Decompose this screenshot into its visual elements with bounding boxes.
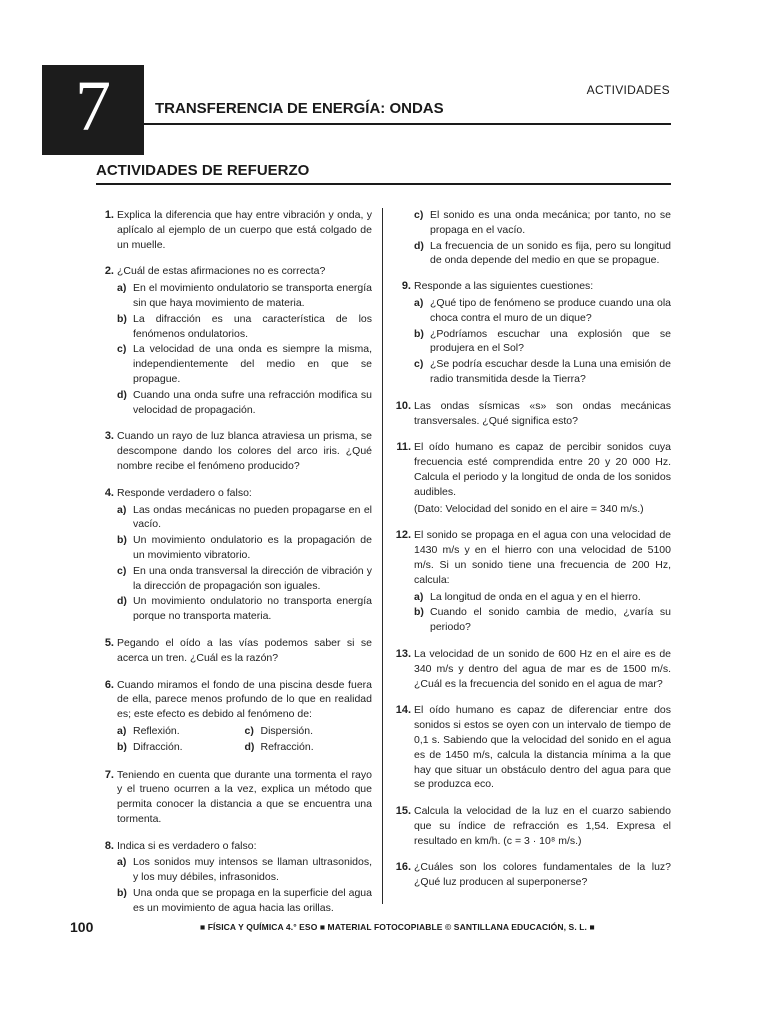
question-number: 15. <box>395 805 411 818</box>
question-10 <box>393 399 671 429</box>
question-text: ¿Cuál de estas afirmaciones no es correcta? <box>117 265 326 278</box>
option-list <box>117 281 372 417</box>
question-text: Las ondas sísmicas «s» son ondas mecánicas transversales. ¿Qué significa esto? <box>414 399 671 427</box>
question-11 <box>393 440 671 516</box>
title-rule <box>144 123 671 125</box>
right-column <box>393 208 671 902</box>
section-label: ACTIVIDADES <box>586 83 670 97</box>
question-14 <box>393 703 671 792</box>
question-number: 1. <box>104 209 114 221</box>
question-text: El oído humano es capaz de diferenciar entre dos sonidos si estos se oyen con un intervalo de tiempo de 0,1 s. Sabiendo que la velocidad del sonido en el agua es de 1450 m/s, calcula la distancia mínima a la que hay que situar un obstáculo dentro del agua para que se produzca eco. <box>414 704 671 791</box>
option-a: a) En el movimiento ondulatorio se transporta energía sin que haya movimiento de materia. <box>117 282 372 309</box>
question-text: El oído humano es capaz de percibir sonidos cuya frecuencia esté comprendida entre 20 y 20 000 Hz. Calcula el periodo y la longitud de onda de los sonidos audibles. <box>414 441 671 498</box>
question-text: Teniendo en cuenta que durante una tormenta el rayo y el trueno ocurren a la vez, explica un método que permita conocer la distancia a que se encuentra una tormenta. <box>117 768 372 825</box>
option-list <box>117 503 372 624</box>
question-number: 13. <box>395 647 411 660</box>
question-number: 7. <box>104 768 114 781</box>
option-c: c) La velocidad de una onda es siempre la misma, independientemente del medio en que se propague. <box>117 343 372 385</box>
question-text: Responde verdadero o falso: <box>117 486 252 499</box>
question-number: 4. <box>104 486 114 499</box>
question-6 <box>96 678 372 756</box>
question-number: 3. <box>104 430 114 443</box>
question-3 <box>96 429 372 473</box>
option-c: c) ¿Se podría escuchar desde la Luna una emisión de radio transmitida desde la Tierra? <box>414 358 671 385</box>
question-number: 6. <box>104 678 114 691</box>
question-12 <box>393 528 671 635</box>
question-number: 11. <box>396 441 411 454</box>
question-text: Explica la diferencia que hay entre vibración y onda, y aplícalo al ejemplo de un cuerpo que está colgado de un muelle. <box>117 209 372 251</box>
left-column <box>96 208 372 928</box>
chapter-number: 7 <box>75 66 111 146</box>
question-number: 12. <box>395 529 411 542</box>
question-8-continued <box>393 208 671 268</box>
column-divider <box>382 208 383 904</box>
question-text: Cuando un rayo de luz blanca atraviesa un prisma, se descompone dando los colores del arco iris. ¿Qué nombre recibe el fenómeno producido? <box>117 430 372 472</box>
option-b: b) ¿Podríamos escuchar una explosión que se produjera en el Sol? <box>414 327 671 355</box>
chapter-title: TRANSFERENCIA DE ENERGÍA: ONDAS <box>155 100 444 117</box>
question-1 <box>96 208 372 252</box>
subsection-rule <box>96 183 671 185</box>
question-text: Pegando el oído a las vías podemos saber si se acerca un tren. ¿Cuál es la razón? <box>117 636 372 664</box>
question-5 <box>96 636 372 666</box>
option-a: a) Las ondas mecánicas no pueden propagarse en el vacío. <box>117 503 372 531</box>
chapter-number-box <box>42 65 144 155</box>
question-number: 16. <box>395 861 411 874</box>
footer-text: ■ FÍSICA Y QUÍMICA 4.° ESO ■ MATERIAL FOTOCOPIABLE © SANTILLANA EDUCACIÓN, S. L. ■ <box>200 922 595 932</box>
question-number: 10. <box>395 399 411 412</box>
question-number: 14. <box>395 704 411 717</box>
option-d: d) Un movimiento ondulatorio no transporta energía porque no transporta materia. <box>117 595 372 623</box>
option-a: a) Los sonidos muy intensos se llaman ultrasonidos, y los muy débiles, infrasonidos. <box>117 856 372 884</box>
option-c: c) En una onda transversal la dirección de vibración y la dirección de propagación son iguales. <box>117 564 372 592</box>
question-13 <box>393 647 671 691</box>
option-d: d) Cuando una onda sufre una refracción modifica su velocidad de propagación. <box>117 388 372 416</box>
question-text: Responde a las siguientes cuestiones: <box>414 280 594 293</box>
question-16 <box>393 860 671 890</box>
option-d: d) Refracción. <box>244 740 314 753</box>
option-d: d) La frecuencia de un sonido es fija, pero su longitud de onda depende del medio en que se propague. <box>414 239 671 267</box>
question-text: El sonido se propaga en el agua con una velocidad de 1430 m/s y en el hierro con una velocidad de 5100 m/s. Si un sonido tiene una frecuencia de 200 Hz, calcula: <box>414 529 671 586</box>
option-b: b) Una onda que se propaga en la superficie del agua es un movimiento de agua hacia las orillas. <box>117 887 372 914</box>
question-text: ¿Cuáles son los colores fundamentales de la luz? ¿Qué luz producen al superponerse? <box>414 861 671 889</box>
option-a: a) La longitud de onda en el agua y en el hierro. <box>414 590 641 603</box>
option-b: b) Un movimiento ondulatorio es la propagación de un movimiento vibratorio. <box>117 534 372 561</box>
option-list <box>117 855 372 915</box>
subsection-title: ACTIVIDADES DE REFUERZO <box>96 162 310 179</box>
option-b: b) Difracción. <box>117 740 183 753</box>
option-list <box>414 296 671 387</box>
option-list <box>414 590 671 635</box>
option-c: c) El sonido es una onda mecánica; por tanto, no se propaga en el vacío. <box>414 209 671 236</box>
option-grid <box>117 724 372 756</box>
question-number: 9. <box>401 280 411 293</box>
question-15 <box>393 804 671 848</box>
question-4 <box>96 486 372 624</box>
option-a: a) ¿Qué tipo de fenómeno se produce cuando una ola choca contra el muro de un dique? <box>414 296 671 324</box>
question-2 <box>96 264 372 417</box>
option-a: a) Reflexión. <box>117 724 180 737</box>
question-number: 5. <box>104 636 114 649</box>
question-text: Indica si es verdadero o falso: <box>117 839 257 852</box>
option-b: b) Cuando el sonido cambia de medio, ¿varía su periodo? <box>414 606 671 634</box>
question-7 <box>96 768 372 827</box>
question-number: 2. <box>104 265 114 278</box>
question-text: Cuando miramos el fondo de una piscina desde fuera de ella, parece menos profundo de lo que en realidad es; este efecto es debido al fenómeno de: <box>117 678 372 721</box>
question-9 <box>393 279 671 387</box>
page-number: 100 <box>70 919 94 935</box>
question-number: 8. <box>104 839 114 852</box>
question-text: La velocidad de un sonido de 600 Hz en el aire es de 340 m/s y dentro del agua de mar es de 1500 m/s. ¿Cuál es la frecuencia del sonido en el agua de mar? <box>414 647 671 690</box>
data-note: (Dato: Velocidad del sonido en el aire = 340 m/s.) <box>414 502 644 515</box>
question-8 <box>96 839 372 916</box>
option-b: b) La difracción es una característica de los fenómenos ondulatorios. <box>117 312 372 340</box>
question-text: Calcula la velocidad de la luz en el cuarzo sabiendo que su índice de refracción es 1,54. Expresa el resultado en km/h. (c = 3 · 10⁸ m/s.) <box>414 805 671 847</box>
option-c: c) Dispersión. <box>244 724 314 737</box>
